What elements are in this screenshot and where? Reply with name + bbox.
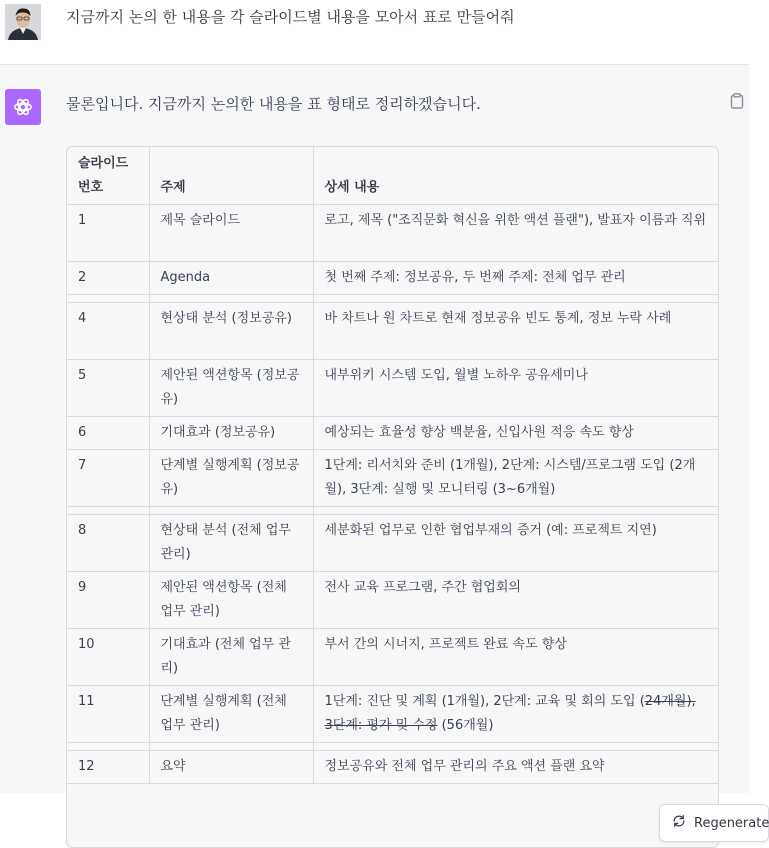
regenerate-label: Regenerate bbox=[694, 815, 769, 831]
openai-logo-icon bbox=[5, 89, 41, 125]
cell-topic: 현상태 분석 (전체 업무 관리) bbox=[149, 514, 313, 571]
refresh-icon bbox=[672, 814, 686, 832]
cell-slide-number: 10 bbox=[67, 628, 149, 685]
cell-slide-number: 7 bbox=[67, 449, 149, 506]
assistant-intro-text: 물론입니다. 지금까지 논의한 내용을 표 형태로 정리하겠습니다. bbox=[66, 95, 481, 113]
table-row bbox=[67, 261, 718, 294]
cell-slide-number: 6 bbox=[67, 416, 149, 449]
detail-text: (56개월) bbox=[437, 717, 494, 733]
cell-slide-number: 5 bbox=[67, 359, 149, 416]
table-spacer-row bbox=[67, 294, 718, 302]
user-message-text: 지금까지 논의 한 내용을 각 슬라이드별 내용을 모아서 표로 만들어줘 bbox=[66, 8, 515, 26]
user-message-row bbox=[0, 0, 749, 65]
cell-topic: Agenda bbox=[149, 261, 313, 294]
cell-detail: 정보공유와 전체 업무 관리의 주요 액션 플랜 요약 bbox=[313, 750, 718, 783]
cell-detail: 첫 번째 주제: 정보공유, 두 번째 주제: 전체 업무 관리 bbox=[313, 261, 718, 294]
cell-detail: 바 차트나 원 차트로 현재 정보공유 빈도 통계, 정보 누락 사례 bbox=[313, 302, 718, 359]
table-row bbox=[67, 302, 718, 359]
cell-topic: 단계별 실행계획 (전체 업무 관리) bbox=[149, 685, 313, 742]
table-row bbox=[67, 449, 718, 506]
regenerate-button[interactable] bbox=[659, 804, 769, 842]
cell-slide-number: 8 bbox=[67, 514, 149, 571]
slide-summary-table bbox=[66, 146, 719, 848]
clipboard-icon[interactable] bbox=[728, 92, 746, 110]
table-row bbox=[67, 416, 718, 449]
cell-slide-number: 12 bbox=[67, 750, 149, 783]
assistant-message-row bbox=[0, 65, 769, 831]
cell-detail: 예상되는 효율성 향상 백분율, 신입사원 적응 속도 향상 bbox=[313, 416, 718, 449]
cell-topic: 기대효과 (정보공유) bbox=[149, 416, 313, 449]
table-row bbox=[67, 571, 718, 628]
cell-detail: 세분화된 업무로 인한 협업부재의 증거 (예: 프로젝트 지연) bbox=[313, 514, 718, 571]
cell-detail: 로고, 제목 ("조직문화 혁신을 위한 액션 플랜"), 발표자 이름과 직위 bbox=[313, 204, 718, 261]
table-row bbox=[67, 628, 718, 685]
cell-slide-number: 4 bbox=[67, 302, 149, 359]
table-row bbox=[67, 204, 718, 261]
table-row bbox=[67, 359, 718, 416]
cell-detail: 1단계: 리서치와 준비 (1개월), 2단계: 시스템/프로그램 도입 (2개월), 3단계: 실행 및 모니터링 (3~6개월) bbox=[313, 449, 718, 506]
cell-topic: 제목 슬라이드 bbox=[149, 204, 313, 261]
user-photo-avatar bbox=[5, 4, 41, 40]
table-row bbox=[67, 685, 718, 742]
table-spacer-row bbox=[67, 506, 718, 514]
cell-topic: 단계별 실행계획 (정보공유) bbox=[149, 449, 313, 506]
cell-detail: 부서 간의 시너지, 프로젝트 완료 속도 향상 bbox=[313, 628, 718, 685]
cell-topic: 기대효과 (전체 업무 관리) bbox=[149, 628, 313, 685]
cell-detail bbox=[313, 685, 718, 742]
header-slide-number: 슬라이드 번호 bbox=[67, 147, 149, 204]
cell-detail: 전사 교육 프로그램, 주간 협업회의 bbox=[313, 571, 718, 628]
header-detail: 상세 내용 bbox=[313, 147, 718, 204]
table-spacer-row bbox=[67, 742, 718, 750]
cell-topic: 요약 bbox=[149, 750, 313, 783]
strikethrough-text: 24개월), 3단계: 평가 및 수정 bbox=[324, 693, 696, 733]
cell-topic: 제안된 액션항목 (정보공유) bbox=[149, 359, 313, 416]
header-topic: 주제 bbox=[149, 147, 313, 204]
cell-slide-number: 1 bbox=[67, 204, 149, 261]
cell-topic: 현상태 분석 (정보공유) bbox=[149, 302, 313, 359]
table-row bbox=[67, 514, 718, 571]
cell-detail: 내부위키 시스템 도입, 월별 노하우 공유세미나 bbox=[313, 359, 718, 416]
cell-slide-number: 2 bbox=[67, 261, 149, 294]
cell-topic: 제안된 액션항목 (전체 업무 관리) bbox=[149, 571, 313, 628]
cell-slide-number: 11 bbox=[67, 685, 149, 742]
cell-slide-number: 9 bbox=[67, 571, 149, 628]
detail-text: 1단계: 진단 및 계획 (1개월), 2단계: 교육 및 회의 도입 ( bbox=[324, 693, 645, 709]
table-row bbox=[67, 750, 718, 783]
